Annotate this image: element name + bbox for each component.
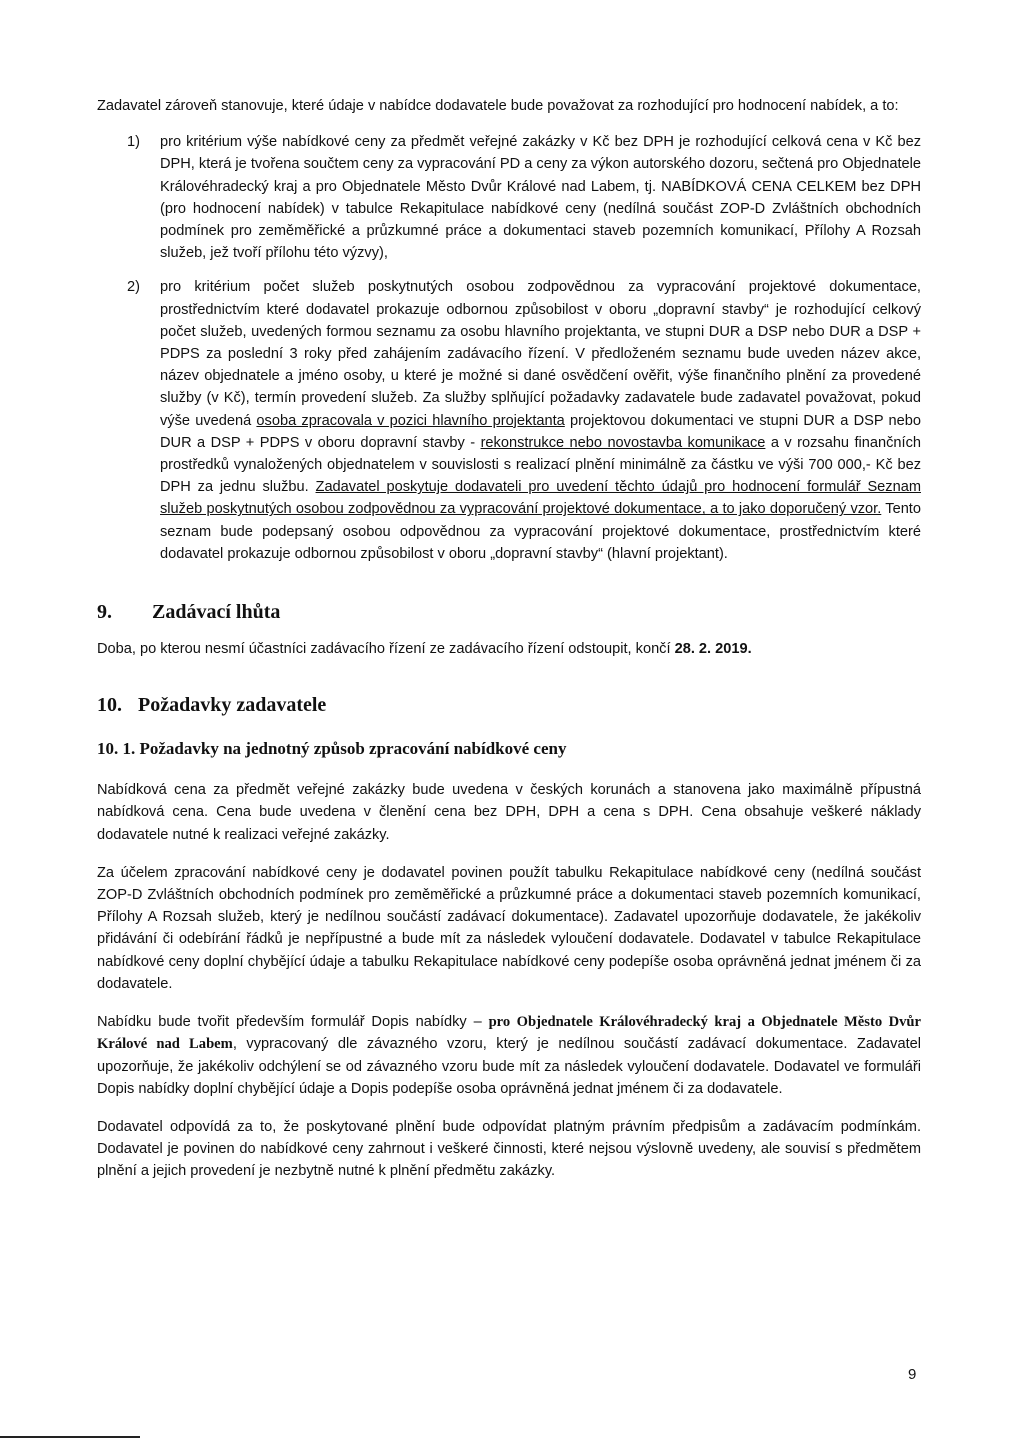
criterion-item-2: [97, 276, 921, 565]
section-number: 10.: [97, 694, 122, 717]
criterion-text: [160, 276, 921, 565]
text-run: , vypracovaný dle závazného vzoru, který je nedílnou součástí zadávací dokumentace. Zadavatel upozorňuje, že jakékoliv odchýlení se od závazného vzoru bude mít za následek vyloučení dodavatele. Dodavatel ve formuláři Dopis nabídky doplní chybějící údaje a Dopis podepíše osoba oprávněná jednat jménem či za dodavatele.: [97, 1036, 922, 1097]
intro-paragraph: Zadavatel zároveň stanovuje, které údaje v nabídce dodavatele bude považovat za rozhodující pro hodnocení nabídek, a to:: [97, 98, 899, 114]
section-title: Zadávací lhůta: [152, 601, 281, 624]
paragraph-table: Za účelem zpracování nabídkové ceny je dodavatel povinen použít tabulku Rekapitulace nabídkové ceny (nedílná součást ZOP-D Zvláštních obchodních podmínek pro zeměměřické a průzkumné práce a dokumentaci staveb pozemních komunikací, Přílohy A Rozsah služeb, který je nedílnou součástí zadávací dokumentace). Zadavatel upozorňuje dodavatele, že jakékoliv přidávání či odebírání řádků je nepřípustné a bude mít za následek vyloučení dodavatele. Dodavatel v tabulce Rekapitulace nabídkové ceny doplní chybějící údaje a tabulku Rekapitulace nabídkové ceny podepíše osoba oprávněná jednat jménem či za dodavatele.: [97, 864, 921, 992]
criterion-number: 2): [127, 279, 140, 296]
underlined-text: Zadavatel poskytuje dodavateli pro uvedení těchto údajů pro hodnocení formulář Seznam služeb poskytnutých osobou zodpovědnou za vypracování projektové dokumentace, a to jako doporučený vzor.: [160, 479, 921, 518]
section-10-heading: [97, 694, 921, 717]
section-title: Požadavky zadavatele: [138, 694, 327, 717]
criterion-number: 1): [127, 134, 140, 151]
bold-text: pro Objednatele Královéhradecký kraj a Objednatele Město Dvůr Králové nad Labem: [97, 1014, 922, 1053]
criteria-list: [97, 131, 921, 565]
section-10-1-heading: 10. 1. Požadavky na jednotný způsob zpracování nabídkové ceny: [97, 739, 567, 759]
underlined-text: osoba zpracovala v pozici hlavního projektanta: [256, 412, 565, 429]
text-run: a v rozsahu finančních prostředků vynaložených objednatelem v souvislosti s realizací plnění minimálně za částku ve výši 700 000,- Kč bez DPH za jednu službu.: [160, 434, 922, 496]
document-page: [97, 95, 921, 1199]
section-number: 9.: [97, 601, 112, 624]
section-9-heading: [97, 601, 921, 624]
text-run: Doba, po kterou nesmí účastníci zadávacího řízení ze zadávacího řízení odstoupit, končí: [97, 641, 675, 658]
underlined-text: rekonstrukce nebo novostavba komunikace: [480, 434, 766, 451]
bottom-divider: [0, 1436, 140, 1438]
text-run: Tento seznam bude podepsaný osobou odpovědnou za vypracování projektové dokumentace, prostřednictvím které dodavatel prokazuje odbornou způsobilost v oboru „dopravní stavby“ (hlavní projektant).: [160, 501, 921, 562]
text-run: projektovou dokumentaci ve stupni DUR a DSP nebo DUR a DSP + PDPS v oboru dopravní stavby -: [160, 412, 921, 451]
text-run: pro kritérium počet služeb poskytnutých osobou zodpovědnou za vypracování projektové dokumentace, prostřednictvím které dodavatel prokazuje odbornou způsobilost v oboru „dopravní stavby“ je rozhodující celkový počet služeb, uvedených formou seznamu za osobu hlavního projektanta, ve stupni DUR a DSP nebo DUR a DSP + PDPS za poslední 3 roky před zahájením zadávacího řízení. V předloženém seznamu bude uveden název akce, název objednatele a jméno osoby, u které je možné si dané osvědčení ověřit, výše finančního plnění za provedené služby (v Kč), termín provedení služeb. Za služby splňující požadavky zadavatele bude zadavatel považovat, pokud výše uvedená: [160, 279, 921, 429]
section-9-text: [97, 638, 921, 660]
paragraph-offer-letter: [97, 1011, 921, 1100]
paragraph-price: Nabídková cena za předmět veřejné zakázky bude uvedena v českých korunách a stanovena jako maximálně přípustná nabídková cena. Cena bude uvedena v členění cena bez DPH, DPH a cena s DPH. Cena obsahuje veškeré náklady dodavatele nutné k realizaci veřejné zakázky.: [97, 782, 921, 843]
criterion-text: pro kritérium výše nabídkové ceny za předmět veřejné zakázky v Kč bez DPH je rozhodující celková cena v Kč bez DPH, která je tvořena součtem ceny za vypracování PD a ceny za výkon autorského dozoru, sečtená pro Objednatele Královéhradecký kraj a pro Objednatele Město Dvůr Králové nad Labem, tj. NABÍDKOVÁ CENA CELKEM bez DPH (pro hodnocení nabídek) v tabulce Rekapitulace nabídkové ceny (nedílná součást ZOP-D Zvláštních obchodních podmínek pro zeměměřické a průzkumné práce a dokumentaci staveb pozemních komunikací, Přílohy A Rozsah služeb, jež tvoří přílohu této výzvy),: [160, 134, 921, 262]
criterion-item-1: [97, 131, 921, 264]
deadline-date: 28. 2. 2019.: [674, 641, 752, 658]
page-number: 9: [908, 1366, 917, 1383]
paragraph-responsibility: Dodavatel odpovídá za to, že poskytované plnění bude odpovídat platným právním předpisům a zadávacím podmínkám. Dodavatel je povinen do nabídkové ceny zahrnout i veškeré činnosti, které nejsou výslovně uvedeny, ale souvisí s předmětem plnění a jejich provedení je nezbytně nutné k plnění předmětu zakázky.: [97, 1118, 921, 1180]
text-run: Nabídku bude tvořit především formulář Dopis nabídky –: [97, 1014, 489, 1031]
